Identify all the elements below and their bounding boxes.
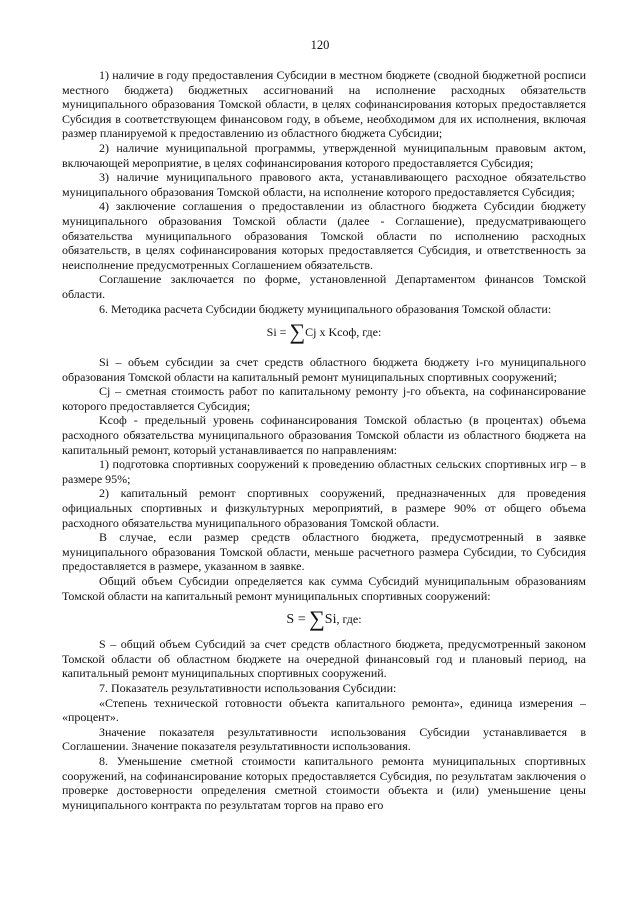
document-body [62,68,586,812]
paragraph-methodology-heading: 6. Методика расчета Субсидии бюджету муниципального образования Томской области: [99,301,552,316]
paragraph-condition-4: 4) заключение соглашения о предоставлении из областного бюджета Субсидии бюджету муниципального образования Томской области (далее - Соглашение), предусматривающего обязательства муниципального образования Томской области по исполнению расходных обязательств, в целях софинансирования которых предоставляется Субсидия, и ответственность за неисполнение предусмотренных Соглашением обязательств. [62,199,586,272]
page-number: 120 [310,38,330,52]
paragraph-application-case: В случае, если размер средств областного бюджета, предусмотренный в заявке муниципального образования Томской области, меньше расчетного размера Субсидии, то Субсидия предоставляется в размере, указанном в заявке. [62,530,586,574]
paragraph-direction-2: 2) капитальный ремонт спортивных сооружений, предназначенных для проведения официальных спортивных и физкультурных мероприятий, в размере 90% от общего объема расходного обязательства муниципального образования Томской области. [62,486,586,530]
paragraph-si-definition: Si – объем субсидии за счет средств областного бюджета бюджету i-го муниципального образования Томской области на капитальный ремонт муниципальных спортивных сооружений; [62,355,586,384]
formula-total-subsidy [62,606,586,632]
paragraph-cost-reduction: 8. Уменьшение сметной стоимости капитального ремонта муниципальных спортивных сооружений, на софинансирование которых предоставляется Субсидия, по результатам заключения о проверке достоверности определения сметной стоимости объекта и (или) уменьшение цены муниципального контракта по результатам торгов на право его [62,753,586,812]
formula-subsidy-i-rhs: Cj x Kсоф, где: [305,325,382,340]
formula-subsidy-i-lhs: Si = [266,325,290,340]
paragraph-s-definition: S – общий объем Субсидий за счет средств областного бюджета, предусмотренный законом Томской области об областном бюджете на очередной финансовый год и плановый период, на капитальный ремонт муниципальных спортивных сооружений. [62,637,586,681]
paragraph-indicator-value: Значение показателя результативности использования Субсидии устанавливается в Соглашении. Значение показателя результативности использования. [62,724,586,754]
formula-total-suffix: , где: [336,612,362,627]
paragraph-condition-2: 2) наличие муниципальной программы, утвержденной муниципальным правовым актом, включающей мероприятие, в целях софинансирования которого предоставляется Субсидия; [62,140,586,170]
paragraph-condition-1: 1) наличие в году предоставления Субсидии в местном бюджете (сводной бюджетной росписи местного бюджета) бюджетных ассигнований на исполнение расходных обязательств муниципального образования Томской области, в целях софинансирования которых предоставляется Субсидия в соответствующем финансовом году, в объеме, необходимом для их исполнения, включая размер планируемой к предоставлению из областного бюджета Субсидии; [62,68,586,141]
paragraph-indicator-name: «Степень технической готовности объекта капитального ремонта», единица измерения – «процент». [62,695,586,725]
paragraph-indicator-heading: 7. Показатель результативности использования Субсидии: [99,680,397,695]
sum-symbol-icon: ∑ [309,606,325,632]
paragraph-condition-3: 3) наличие муниципального правового акта, устанавливающего расходное обязательство муниципального образования Томской области, на исполнение которого предоставляется Субсидия; [62,170,586,199]
paragraph-cj-definition: Cj – сметная стоимость работ по капитальному ремонту j-го объекта, на софинансирование которого предоставляется Субсидия; [62,384,586,413]
formula-subsidy-i [62,319,586,345]
sum-symbol-icon: ∑ [289,319,306,345]
formula-total-rhs: Si [324,612,337,628]
paragraph-total-subsidy: Общий объем Субсидии определяется как сумма Субсидий муниципальным образованиям Томской области на капитальный ремонт муниципальных спортивных сооружений: [62,574,586,603]
paragraph-agreement-form: Соглашение заключается по форме, установленной Департаментом финансов Томской области. [62,272,586,301]
paragraph-kcof-definition: Kсоф - предельный уровень софинансирования Томской областью (в процентах) объема расходного обязательства муниципального образования Томской области из областного бюджета на капитальный ремонт, который устанавливается по направлениям: [62,413,586,457]
paragraph-direction-1: 1) подготовка спортивных сооружений к проведению областных сельских спортивных игр – в размере 95%; [62,457,586,486]
formula-total-lhs: S = [286,612,310,628]
